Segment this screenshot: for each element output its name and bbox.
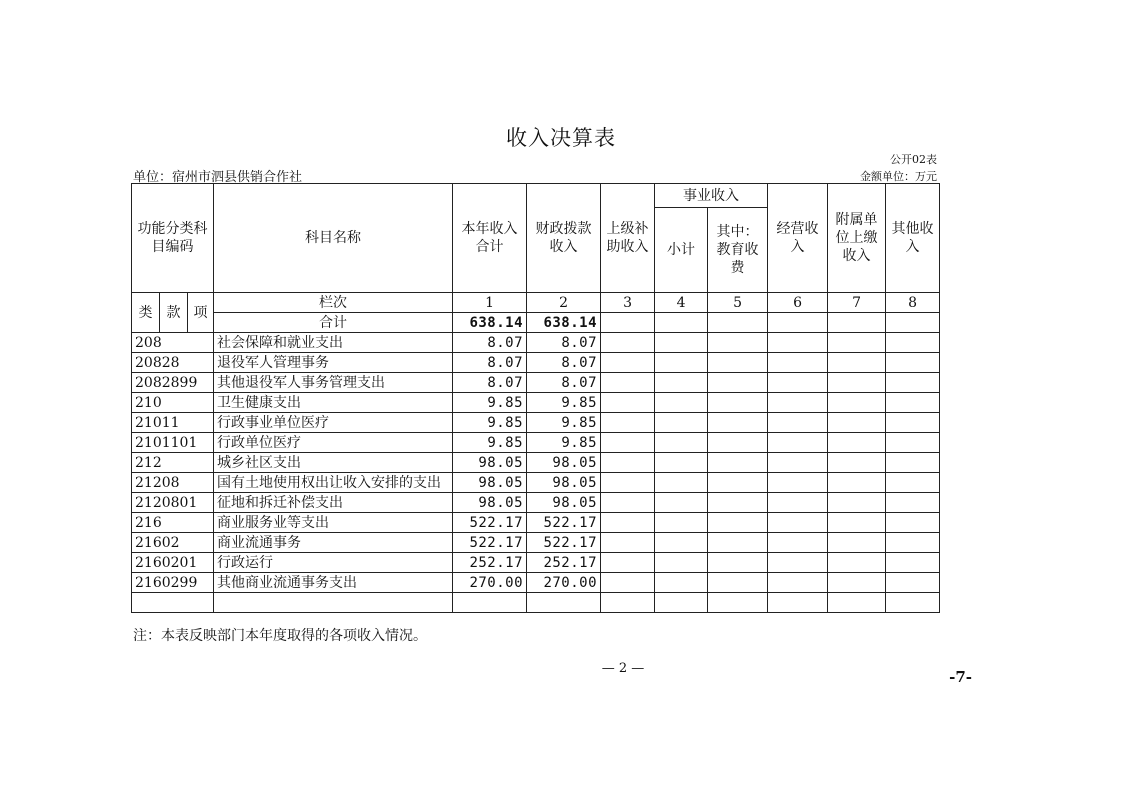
- row-name: 社会保障和就业支出: [214, 333, 453, 353]
- empty-cell: [601, 513, 655, 533]
- empty-cell: [828, 313, 886, 333]
- empty-cell: [708, 313, 768, 333]
- empty-cell: [708, 373, 768, 393]
- row-fiscal: 98.05: [527, 453, 601, 473]
- empty-cell: [708, 333, 768, 353]
- table-row: [132, 533, 940, 553]
- empty-cell: [655, 393, 708, 413]
- empty-cell: [601, 593, 655, 613]
- empty-cell: [708, 453, 768, 473]
- row-name: 退役军人管理事务: [214, 353, 453, 373]
- empty-cell: [768, 373, 828, 393]
- empty-cell: [708, 573, 768, 593]
- empty-cell: [601, 433, 655, 453]
- empty-cell: [886, 413, 940, 433]
- column-number: 8: [886, 293, 940, 313]
- header-subtotal: 小计: [655, 208, 708, 293]
- table-row: [132, 573, 940, 593]
- empty-cell: [768, 513, 828, 533]
- row-name: 商业流通事务: [214, 533, 453, 553]
- row-name: 国有土地使用权出让收入安排的支出: [214, 473, 453, 493]
- report-title: 收入决算表: [506, 126, 616, 150]
- row-fiscal: 8.07: [527, 353, 601, 373]
- column-number: 2: [527, 293, 601, 313]
- row-fiscal: 9.85: [527, 393, 601, 413]
- row-fiscal: 98.05: [527, 493, 601, 513]
- empty-cell: [768, 413, 828, 433]
- empty-cell: [886, 513, 940, 533]
- empty-cell: [886, 373, 940, 393]
- row-name: 其他退役军人事务管理支出: [214, 373, 453, 393]
- empty-cell: [708, 393, 768, 413]
- empty-cell: [601, 313, 655, 333]
- empty-cell: [828, 393, 886, 413]
- empty-cell: [655, 453, 708, 473]
- row-code: 21602: [132, 533, 214, 553]
- row-fiscal: 522.17: [527, 533, 601, 553]
- row-fiscal: 8.07: [527, 333, 601, 353]
- page-number-center: — 2 —: [601, 661, 645, 676]
- empty-cell: [655, 333, 708, 353]
- row-code: 210: [132, 393, 214, 413]
- empty-cell: [828, 453, 886, 473]
- row-total: 9.85: [453, 393, 527, 413]
- row-fiscal: 8.07: [527, 373, 601, 393]
- row-total: 522.17: [453, 513, 527, 533]
- empty-cell: [828, 553, 886, 573]
- empty-cell: [601, 453, 655, 473]
- empty-cell: [601, 393, 655, 413]
- row-code: 20828: [132, 353, 214, 373]
- empty-cell: [768, 453, 828, 473]
- empty-cell: [886, 333, 940, 353]
- empty-cell: [768, 493, 828, 513]
- empty-cell: [768, 593, 828, 613]
- empty-cell: [768, 393, 828, 413]
- empty-cell: [655, 473, 708, 493]
- row-code: 2160299: [132, 573, 214, 593]
- column-number: 6: [768, 293, 828, 313]
- row-total: 98.05: [453, 493, 527, 513]
- income-table: [131, 183, 940, 613]
- empty-cell: [708, 593, 768, 613]
- row-name: 商业服务业等支出: [214, 513, 453, 533]
- empty-cell: [655, 373, 708, 393]
- table-row: [132, 353, 940, 373]
- row-fiscal: 98.05: [527, 473, 601, 493]
- empty-cell: [886, 573, 940, 593]
- money-unit-label: 金额单位：万元: [860, 170, 937, 183]
- header-superior: 上级补助收入: [601, 184, 655, 293]
- table-row: [132, 373, 940, 393]
- row-code: 2082899: [132, 373, 214, 393]
- footnote: 注：本表反映部门本年度取得的各项收入情况。: [133, 628, 427, 644]
- row-code: 21011: [132, 413, 214, 433]
- row-code: 208: [132, 333, 214, 353]
- row-code: 2120801: [132, 493, 214, 513]
- row-name: 其他商业流通事务支出: [214, 573, 453, 593]
- table-row: [132, 333, 940, 353]
- empty-cell: [768, 473, 828, 493]
- header-name: 科目名称: [214, 184, 453, 293]
- empty-cell: [655, 313, 708, 333]
- empty-cell: [828, 513, 886, 533]
- empty-cell: [655, 513, 708, 533]
- table-row: [132, 433, 940, 453]
- empty-cell: [768, 353, 828, 373]
- row-total: 8.07: [453, 333, 527, 353]
- empty-cell: [768, 433, 828, 453]
- empty-cell: [886, 453, 940, 473]
- row-name: 行政事业单位医疗: [214, 413, 453, 433]
- row-name: 行政单位医疗: [214, 433, 453, 453]
- empty-cell: [601, 533, 655, 553]
- empty-cell: [601, 553, 655, 573]
- table-row: [132, 473, 940, 493]
- empty-cell: [655, 573, 708, 593]
- empty-cell: [828, 373, 886, 393]
- column-number: 3: [601, 293, 655, 313]
- empty-cell: [655, 593, 708, 613]
- empty-cell: [708, 433, 768, 453]
- row-code: [132, 593, 214, 613]
- empty-cell: [708, 513, 768, 533]
- empty-cell: [886, 393, 940, 413]
- empty-cell: [768, 573, 828, 593]
- empty-cell: [708, 493, 768, 513]
- row-code: 216: [132, 513, 214, 533]
- form-number: 公开02表: [890, 153, 937, 166]
- empty-cell: [886, 553, 940, 573]
- unit-label: 单位：宿州市泗县供销合作社: [133, 170, 303, 185]
- header-kuan: 款: [160, 293, 188, 333]
- empty-cell: [886, 353, 940, 373]
- row-fiscal: [527, 593, 601, 613]
- header-business-group: 事业收入: [655, 184, 768, 208]
- empty-cell: [708, 473, 768, 493]
- row-code: 2160201: [132, 553, 214, 573]
- empty-cell: [828, 433, 886, 453]
- empty-cell: [768, 553, 828, 573]
- row-total: [453, 593, 527, 613]
- header-fiscal: 财政拨款收入: [527, 184, 601, 293]
- row-name: 行政运行: [214, 553, 453, 573]
- row-total: 98.05: [453, 453, 527, 473]
- empty-cell: [655, 553, 708, 573]
- empty-cell: [828, 533, 886, 553]
- empty-cell: [886, 493, 940, 513]
- column-number: 1: [453, 293, 527, 313]
- empty-cell: [828, 493, 886, 513]
- header-lei: 类: [132, 293, 160, 333]
- row-fiscal: 522.17: [527, 513, 601, 533]
- row-name: 城乡社区支出: [214, 453, 453, 473]
- row-total: 522.17: [453, 533, 527, 553]
- empty-cell: [886, 473, 940, 493]
- empty-cell: [828, 573, 886, 593]
- row-total: 8.07: [453, 373, 527, 393]
- totals-fiscal: 638.14: [527, 313, 601, 333]
- empty-cell: [601, 493, 655, 513]
- page-number-right: -7-: [949, 668, 972, 686]
- empty-cell: [886, 313, 940, 333]
- empty-cell: [708, 553, 768, 573]
- empty-cell: [601, 573, 655, 593]
- table-row: [132, 553, 940, 573]
- row-fiscal: 252.17: [527, 553, 601, 573]
- header-xiang: 项: [188, 293, 214, 333]
- empty-cell: [708, 413, 768, 433]
- empty-cell: [828, 333, 886, 353]
- empty-cell: [828, 473, 886, 493]
- table-row: [132, 453, 940, 473]
- empty-cell: [768, 313, 828, 333]
- empty-cell: [708, 533, 768, 553]
- row-code: 2101101: [132, 433, 214, 453]
- row-total: 270.00: [453, 573, 527, 593]
- column-number-label: 栏次: [214, 293, 453, 313]
- table-row: [132, 513, 940, 533]
- row-total: 252.17: [453, 553, 527, 573]
- header-total: 本年收入合计: [453, 184, 527, 293]
- row-name: [214, 593, 453, 613]
- totals-label: 合计: [214, 313, 453, 333]
- empty-cell: [655, 533, 708, 553]
- row-total: 9.85: [453, 433, 527, 453]
- empty-cell: [655, 493, 708, 513]
- empty-cell: [655, 433, 708, 453]
- row-total: 9.85: [453, 413, 527, 433]
- column-number: 7: [828, 293, 886, 313]
- empty-cell: [768, 533, 828, 553]
- empty-cell: [886, 533, 940, 553]
- table-row: [132, 593, 940, 613]
- empty-cell: [768, 333, 828, 353]
- empty-cell: [828, 593, 886, 613]
- row-code: 212: [132, 453, 214, 473]
- column-number: 4: [655, 293, 708, 313]
- empty-cell: [601, 413, 655, 433]
- row-total: 8.07: [453, 353, 527, 373]
- totals-total: 638.14: [453, 313, 527, 333]
- empty-cell: [828, 353, 886, 373]
- row-code: 21208: [132, 473, 214, 493]
- empty-cell: [655, 353, 708, 373]
- table-row: [132, 413, 940, 433]
- row-fiscal: 270.00: [527, 573, 601, 593]
- header-operating: 经营收入: [768, 184, 828, 293]
- empty-cell: [886, 433, 940, 453]
- empty-cell: [655, 413, 708, 433]
- header-code: 功能分类科目编码: [132, 184, 214, 293]
- header-affiliated: 附属单位上缴收入: [828, 184, 886, 293]
- row-total: 98.05: [453, 473, 527, 493]
- empty-cell: [886, 593, 940, 613]
- empty-cell: [828, 413, 886, 433]
- table-row: [132, 493, 940, 513]
- empty-cell: [708, 353, 768, 373]
- header-other: 其他收入: [886, 184, 940, 293]
- column-number: 5: [708, 293, 768, 313]
- table-row: [132, 393, 940, 413]
- row-fiscal: 9.85: [527, 413, 601, 433]
- empty-cell: [601, 333, 655, 353]
- empty-cell: [601, 473, 655, 493]
- row-name: 卫生健康支出: [214, 393, 453, 413]
- header-education: 其中：教育收费: [708, 208, 768, 293]
- row-name: 征地和拆迁补偿支出: [214, 493, 453, 513]
- empty-cell: [601, 373, 655, 393]
- empty-cell: [601, 353, 655, 373]
- row-fiscal: 9.85: [527, 433, 601, 453]
